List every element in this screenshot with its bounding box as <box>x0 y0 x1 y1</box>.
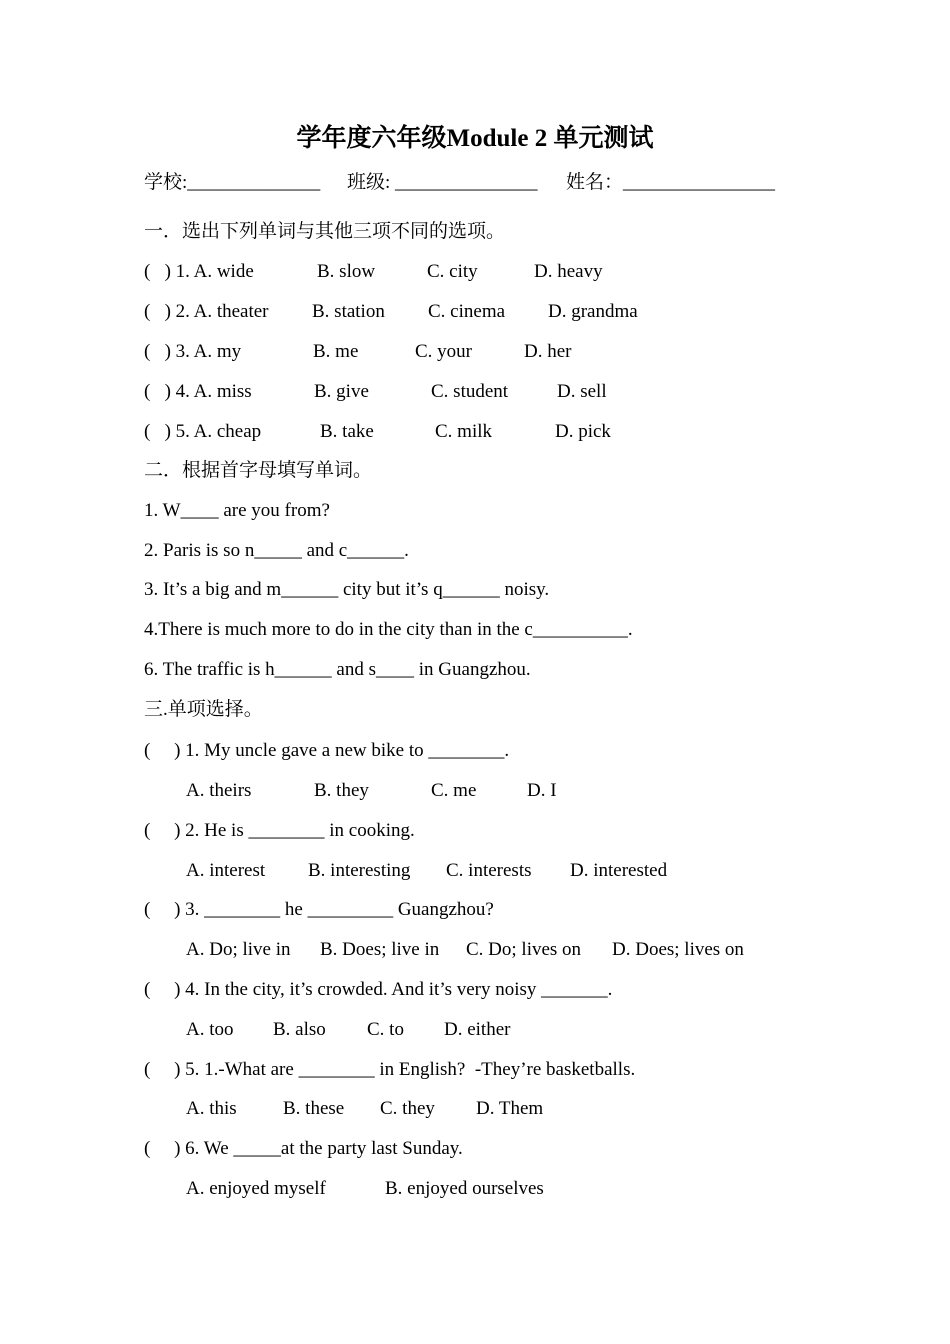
s3-q5-stem: ( ) 5. 1.-What are ________ in English? -They’re basketballs. <box>144 1059 636 1080</box>
s1-q3-option-d: D. her <box>524 341 572 362</box>
info-name: 姓名：________________ <box>566 172 776 193</box>
s1-q3-option-c: C. your <box>415 341 472 362</box>
s2-line-3: 3. It’s a big and m______ city but it’s q______ noisy. <box>144 579 550 600</box>
s1-q4-option-c: C. student <box>431 381 509 402</box>
s1-q4-option-d: D. sell <box>557 381 607 402</box>
s2-line-4: 4.There is much more to do in the city than in the c__________. <box>144 619 633 640</box>
info-school: 学校:______________ <box>144 172 321 193</box>
s1-q2-option-b: B. station <box>312 301 385 322</box>
s3-q5-option-d: D. Them <box>476 1098 544 1119</box>
s3-q4-option-a: A. too <box>186 1019 234 1040</box>
s3-q3-stem: ( ) 3. ________ he _________ Guangzhou? <box>144 899 494 920</box>
s1-q1-option-c: C. city <box>427 261 478 282</box>
s1-q5-option-c: C. milk <box>435 421 493 442</box>
s2-line-1: 1. W____ are you from? <box>144 500 330 521</box>
s3-q5-option-c: C. they <box>380 1098 435 1119</box>
page-title: 学年度六年级Module 2 单元测试 <box>296 125 654 152</box>
s2-line-5: 6. The traffic is h______ and s____ in Guangzhou. <box>144 659 531 680</box>
s3-q1-option-a: A. theirs <box>186 780 252 801</box>
s1-q5-option-b: B. take <box>320 421 374 442</box>
s3-q3-option-a: A. Do; live in <box>186 939 291 960</box>
s1-q1-option-b: B. slow <box>317 261 376 282</box>
s3-q4-option-b: B. also <box>273 1019 326 1040</box>
s1-q2-prefix: ( ) 2. A. theater <box>144 301 269 322</box>
s3-q2-option-a: A. interest <box>186 860 266 881</box>
s1-q5-prefix: ( ) 5. A. cheap <box>144 421 262 442</box>
s3-q3-option-b: B. Does; live in <box>320 939 440 960</box>
info-class: 班级: _______________ <box>347 172 538 193</box>
s3-q2-option-c: C. interests <box>446 860 532 881</box>
s1-q1-prefix: ( ) 1. A. wide <box>144 261 254 282</box>
s3-q2-option-b: B. interesting <box>308 860 411 881</box>
s1-q3-option-b: B. me <box>313 341 359 362</box>
s1-q3-prefix: ( ) 3. A. my <box>144 341 242 362</box>
s3-q6-option-b: B. enjoyed ourselves <box>385 1178 544 1199</box>
section2-heading: 二．根据首字母填写单词。 <box>144 460 373 481</box>
s3-q4-option-d: D. either <box>444 1019 511 1040</box>
s3-q1-option-c: C. me <box>431 780 477 801</box>
s1-q2-option-d: D. grandma <box>548 301 638 322</box>
s1-q5-option-d: D. pick <box>555 421 611 442</box>
s1-q1-option-d: D. heavy <box>534 261 603 282</box>
s3-q6-stem: ( ) 6. We _____at the party last Sunday. <box>144 1138 463 1159</box>
s3-q1-option-d: D. I <box>527 780 557 801</box>
s3-q4-option-c: C. to <box>367 1019 404 1040</box>
s3-q5-option-a: A. this <box>186 1098 237 1119</box>
s2-line-2: 2. Paris is so n_____ and c______. <box>144 540 409 561</box>
s1-q2-option-c: C. cinema <box>428 301 506 322</box>
s3-q2-option-d: D. interested <box>570 860 668 881</box>
s3-q3-option-d: D. Does; lives on <box>612 939 744 960</box>
section3-heading: 三.单项选择。 <box>144 699 263 720</box>
s3-q2-stem: ( ) 2. He is ________ in cooking. <box>144 820 415 841</box>
s3-q3-option-c: C. Do; lives on <box>466 939 582 960</box>
section1-heading: 一．选出下列单词与其他三项不同的选项。 <box>144 221 506 242</box>
s1-q4-prefix: ( ) 4. A. miss <box>144 381 252 402</box>
s3-q1-stem: ( ) 1. My uncle gave a new bike to ________. <box>144 740 510 761</box>
s3-q6-option-a: A. enjoyed myself <box>186 1178 326 1199</box>
s1-q4-option-b: B. give <box>314 381 369 402</box>
s3-q1-option-b: B. they <box>314 780 369 801</box>
s3-q4-stem: ( ) 4. In the city, it’s crowded. And it’s very noisy _______. <box>144 979 613 1000</box>
s3-q5-option-b: B. these <box>283 1098 345 1119</box>
